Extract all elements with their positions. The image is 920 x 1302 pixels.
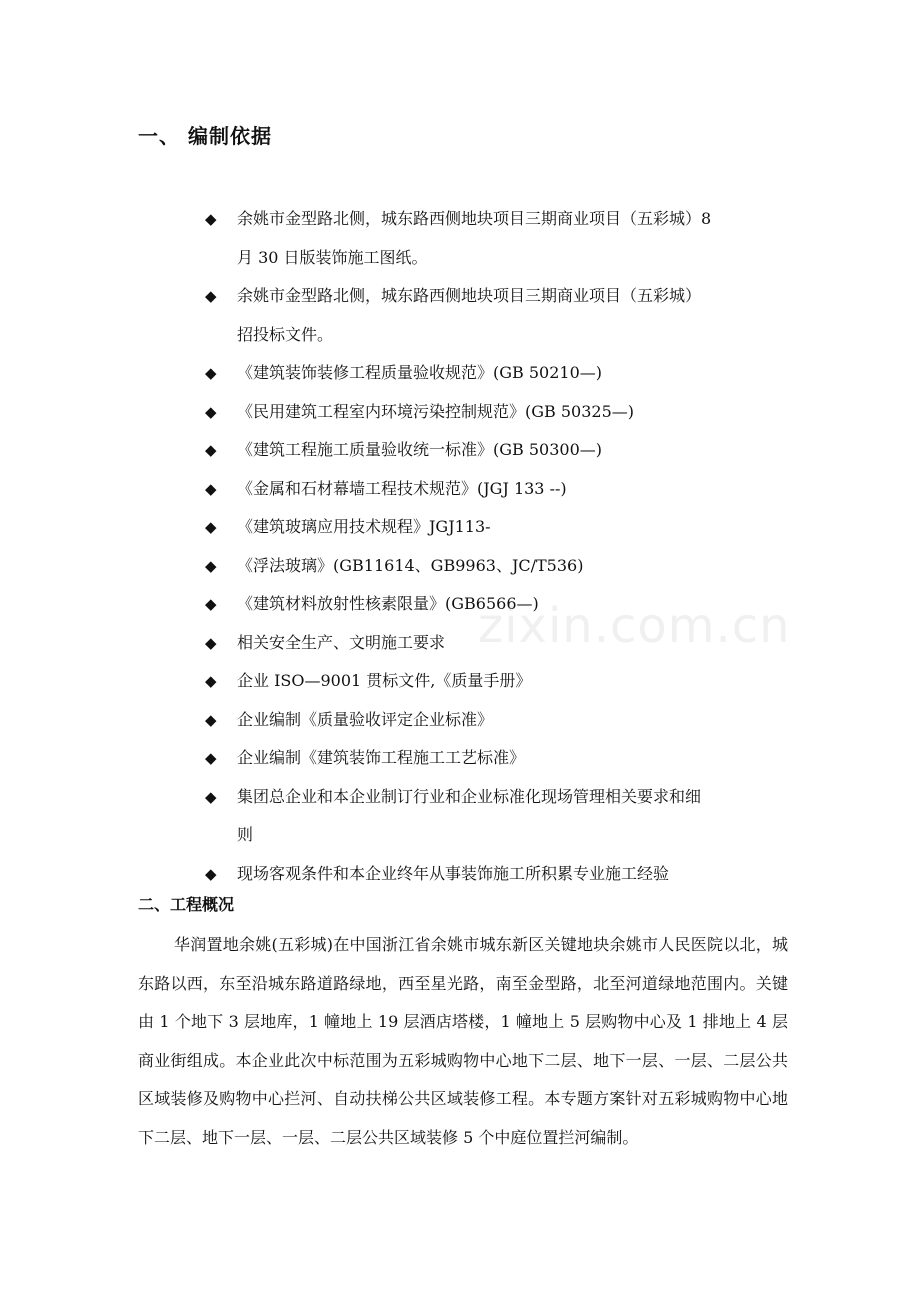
basis-list-item [205,739,805,778]
basis-item-text: 《建筑装饰装修工程质量验收规范》(GB 50210—) [237,363,603,382]
basis-item-text: 相关安全生产、文明施工要求 [237,632,446,652]
diamond-bullet-icon: ◆ [205,441,217,459]
section-heading-basis: 一、 编制依据 [138,124,272,148]
basis-item-text: 集团总企业和本企业制订行业和企业标准化现场管理相关要求和细 [237,786,702,806]
basis-list-item [205,354,805,393]
basis-list-item [205,778,805,855]
diamond-bullet-icon: ◆ [205,479,217,498]
diamond-bullet-icon: ◆ [205,633,217,652]
diamond-bullet-icon: ◆ [205,287,217,305]
diamond-bullet-icon: ◆ [205,595,217,613]
basis-item-text: 《民用建筑工程室内环境污染控制规范》(GB 50325—) [237,401,635,421]
basis-list-item [205,508,805,547]
diamond-bullet-icon: ◆ [205,210,217,228]
basis-list-item [205,200,805,277]
basis-item-text: 《浮法玻璃》(GB11614、GB9963、JC/T536) [237,555,584,575]
overview-paragraph: 华润置地余姚(五彩城)在中国浙江省余姚市城东新区关键地块余姚市人民医院以北，城东路以西，东至沿城东路道路绿地，西至星光路，南至金型路，北至河道绿地范围内。关键由 1 个地下 3 层地库，1 幢地上 19 层酒店塔楼，1 幢地上 5 层购物中心及 1 排地上 4 层商业街组成。本企业此次中标范围为五彩城购物中心地下二层、地下一层、一层、二层公共区域装修及购物中心拦河、自动扶梯公共区域装修工程。本专题方案针对五彩城购物中心地下二层、地下一层、一层、二层公共区域装修 5 个中庭位置拦河编制。 [138,935,788,1147]
basis-item-text-continued: 招投标文件。 [237,324,334,344]
diamond-bullet-icon: ◆ [205,364,217,382]
diamond-bullet-icon: ◆ [205,710,217,729]
watermark: zixin.com.cn [478,598,791,654]
basis-list-item [205,547,805,586]
section-heading-overview: 二、工程概况 [138,895,235,914]
basis-item-text: 《建筑玻璃应用技术规程》JGJ113- [237,517,491,536]
basis-item-text: 现场客观条件和本企业终年从事装饰施工所积累专业施工经验 [237,863,670,883]
diamond-bullet-icon: ◆ [205,864,217,883]
basis-list-item [205,855,805,894]
diamond-bullet-icon: ◆ [205,749,217,767]
basis-item-text: 企业编制《建筑装饰工程施工工艺标准》 [237,748,526,767]
basis-list-item [205,662,805,701]
diamond-bullet-icon: ◆ [205,556,217,575]
basis-list [205,200,805,893]
basis-item-text: 企业编制《质量验收评定企业标准》 [237,709,494,729]
diamond-bullet-icon: ◆ [205,787,217,806]
diamond-bullet-icon: ◆ [205,672,217,690]
basis-item-text: 《建筑工程施工质量验收统一标准》(GB 50300—) [237,440,603,459]
basis-item-text: 余姚市金型路北侧，城东路西侧地块项目三期商业项目（五彩城） [237,286,702,305]
basis-item-text: 余姚市金型路北侧，城东路西侧地块项目三期商业项目（五彩城）8 [237,209,712,228]
basis-list-item [205,624,805,663]
basis-list-item [205,585,805,624]
diamond-bullet-icon: ◆ [205,518,217,536]
basis-item-text-continued: 则 [237,825,254,844]
diamond-bullet-icon: ◆ [205,402,217,421]
basis-list-item [205,277,805,354]
basis-list-item [205,393,805,432]
basis-item-text: 《建筑材料放射性核素限量》(GB6566—) [237,594,539,613]
basis-item-text-continued: 月 30 日版装饰施工图纸。 [237,247,428,267]
basis-list-item [205,431,805,470]
basis-list-item [205,701,805,740]
basis-list-item [205,470,805,509]
basis-item-text: 企业 ISO—9001 贯标文件,《质量手册》 [237,671,532,690]
basis-item-text: 《金属和石材幕墙工程技术规范》(JGJ 133 --) [237,478,567,498]
